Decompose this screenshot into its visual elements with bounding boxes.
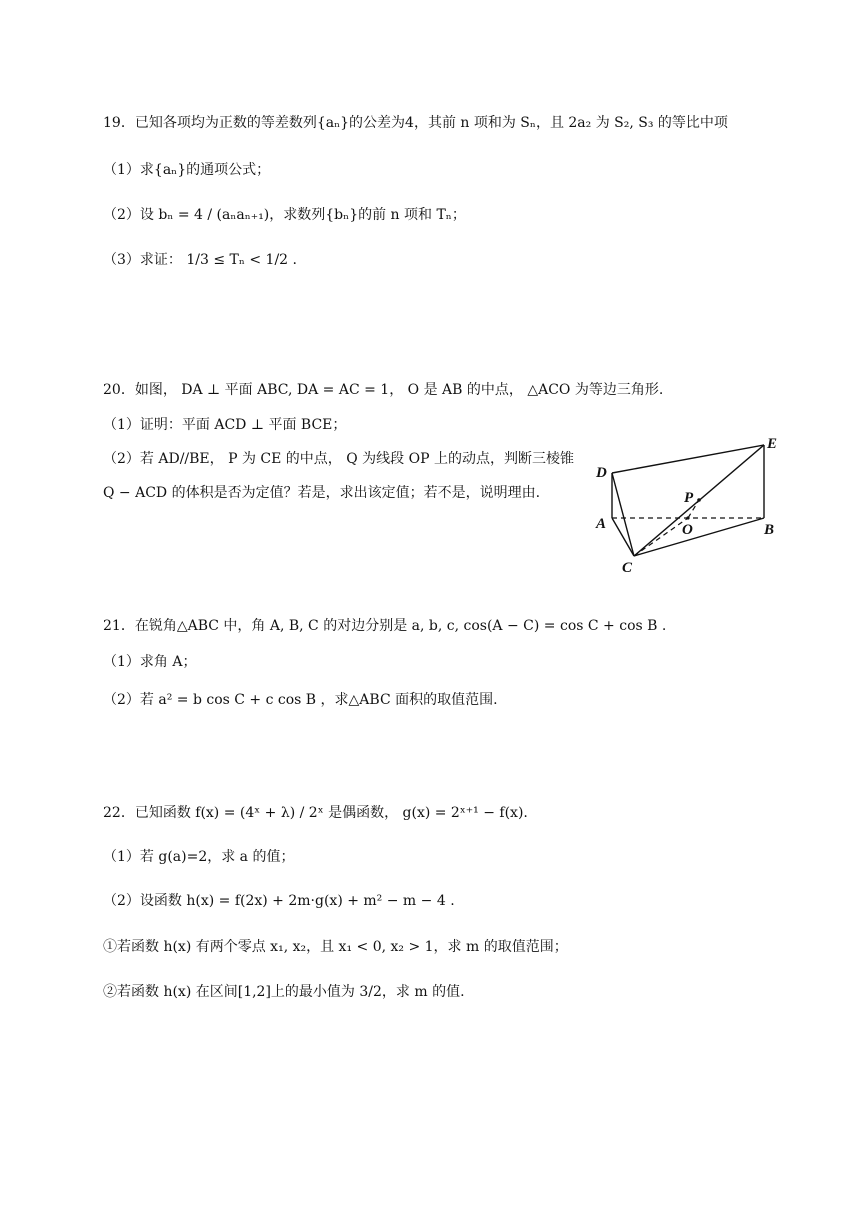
q22-part1: （1）若 g(a)=2，求 a 的值； — [103, 849, 295, 865]
edge-AC — [612, 518, 634, 556]
edge-CB — [634, 518, 764, 556]
edge-CO-dashed — [634, 518, 688, 556]
q19-stem: 19．已知各项均为正数的等差数列{aₙ}的公差为4，其前 n 项和为 Sₙ，且 2a₂ 为 S₂, S₃ 的等比中项 — [103, 115, 728, 131]
q19-part3: （3）求证： 1/3 ≤ Tₙ < 1/2 . — [103, 252, 297, 268]
q19-part1: （1）求{aₙ}的通项公式； — [103, 162, 271, 178]
label-E: E — [767, 436, 778, 452]
q22-sub2: ②若函数 h(x) 在区间[1,2]上的最小值为 3/2，求 m 的值. — [103, 984, 465, 1000]
q22-sub1: ①若函数 h(x) 有两个零点 x₁, x₂，且 x₁ < 0, x₂ > 1，求 m 的取值范围； — [103, 939, 568, 955]
q20-stem: 20．如图， DA ⊥ 平面 ABC, DA = AC = 1， O 是 AB 的中点， △ACO 为等边三角形. — [103, 382, 664, 398]
q20-part1: （1）证明：平面 ACD ⊥ 平面 BCE； — [103, 417, 347, 433]
point-P — [697, 498, 701, 502]
label-P: P — [684, 490, 694, 506]
q20-part2-line2: Q − ACD 的体积是否为定值？若是，求出该定值；若不是，说明理由. — [103, 485, 541, 501]
label-O: O — [682, 522, 693, 538]
label-D: D — [596, 465, 607, 481]
q22-part2: （2）设函数 h(x) = f(2x) + 2m·g(x) + m² − m − 4 . — [103, 893, 455, 909]
label-A: A — [596, 516, 607, 532]
label-B: B — [764, 522, 775, 538]
q22-stem: 22．已知函数 f(x) = (4ˣ + λ) / 2ˣ 是偶函数， g(x) = 2ˣ⁺¹ − f(x). — [103, 805, 528, 821]
q21-part1: （1）求角 A； — [103, 654, 197, 670]
q19-part2: （2）设 bₙ = 4 / (aₙaₙ₊₁)，求数列{bₙ}的前 n 项和 Tₙ； — [103, 207, 466, 223]
q20-part2-line1: （2）若 AD//BE， P 为 CE 的中点， Q 为线段 OP 上的动点，判断三棱锥 — [103, 451, 574, 467]
point-O — [686, 516, 689, 519]
label-C: C — [622, 560, 633, 575]
geometry-figure — [588, 430, 798, 575]
q21-part2: （2）若 a² = b cos C + c cos B ，求△ABC 面积的取值范围. — [103, 692, 498, 708]
edge-DE — [612, 445, 764, 473]
edge-DC — [612, 473, 634, 556]
q21-stem: 21．在锐角△ABC 中，角 A, B, C 的对边分别是 a, b, c, cos(A − C) = cos C + cos B . — [103, 618, 667, 634]
